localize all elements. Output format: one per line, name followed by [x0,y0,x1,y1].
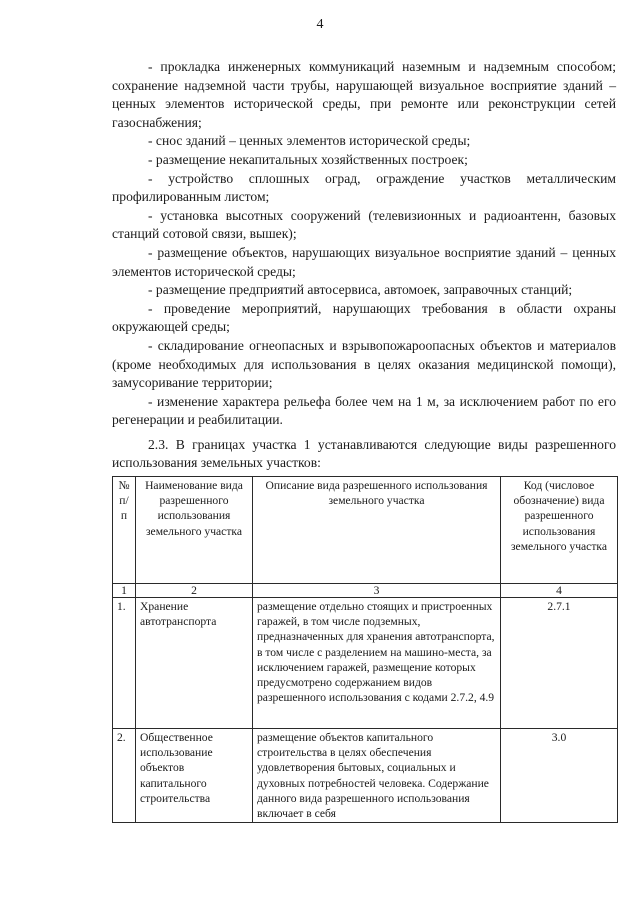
land-use-table-wrapper [112,476,617,823]
column-number: 2 [136,584,253,598]
table-header-row [113,477,618,584]
document-body [112,58,616,473]
column-number: 4 [501,584,618,598]
page-number: 4 [316,17,324,32]
paragraph-relief-change: - изменение характера рельефа более чем на 1 м, за исключением работ по его регенерации и реабилитации. [112,393,616,428]
column-number: 1 [113,584,136,598]
section-intro-2-3: 2.3. В границах участка 1 устанавливаются следующие виды разрешенного использования земельных участков: [112,436,616,471]
row-use-name: Общественное использование объектов капитального строительства [136,729,253,823]
table-row [113,598,618,729]
header-use-code: Код (числовое обозначение) вида разрешенного использования земельного участка [501,477,618,584]
paragraph-temporary-buildings: - размещение некапитальных хозяйственных построек; [148,151,468,167]
land-use-table [112,476,618,823]
row-use-code: 2.7.1 [501,598,618,729]
row-use-code: 3.0 [501,729,618,823]
header-use-name: Наименование вида разрешенного использования земельного участка [136,477,253,584]
paragraph-high-structures: - установка высотных сооружений (телевизионных и радиоантенн, базовых станций сотовой связи, вышек); [112,207,616,242]
row-use-description: размещение объектов капитального строительства в целях обеспечения удовлетворения бытовых, социальных и духовных потребностей человека. Содержание данного вида разрешенного использования включает в себя [253,729,501,823]
row-number: 1. [113,598,136,729]
paragraph-hazardous-storage: - складирование огнеопасных и взрывопожароопасных объектов и материалов (кроме необходимых для использования в целях оказания медицинской помощи), замусоривание территории; [112,337,616,391]
table-row [113,729,618,823]
row-use-description: размещение отдельно стоящих и пристроенных гаражей, в том числе подземных, предназначенных для хранения автотранспорта, в том числе с разделением на машино-места, за исключением гаражей, размещение которых предусмотрено содержанием видов разрешенного использования с кодами 2.7.2, 4.9 [253,598,501,729]
paragraph-demolition: - снос зданий – ценных элементов исторической среды; [148,133,471,149]
row-number: 2. [113,729,136,823]
column-number-row [113,584,618,598]
paragraph-environment: - проведение мероприятий, нарушающих требования в области охраны окружающей среды; [112,300,616,335]
column-number: 3 [253,584,501,598]
paragraph-utility-lines: - прокладка инженерных коммуникаций наземным и надземным способом; сохранение надземной части трубы, нарушающей визуальное восприятие зданий – ценных элементов исторической среды, при ремонте или реконструкции сетей газоснабжения; [112,59,616,130]
paragraph-car-service: - размещение предприятий автосервиса, автомоек, заправочных станций; [148,282,573,298]
paragraph-solid-fences: - устройство сплошных оград, ограждение участков металлическим профилированным листом; [112,170,616,205]
paragraph-visual-disturbing-objects: - размещение объектов, нарушающих визуальное восприятие зданий – ценных элементов исторической среды; [112,244,616,279]
header-use-description: Описание вида разрешенного использования земельного участка [253,477,501,584]
header-number: № п/п [113,477,136,584]
row-use-name: Хранение автотранспорта [136,598,253,729]
